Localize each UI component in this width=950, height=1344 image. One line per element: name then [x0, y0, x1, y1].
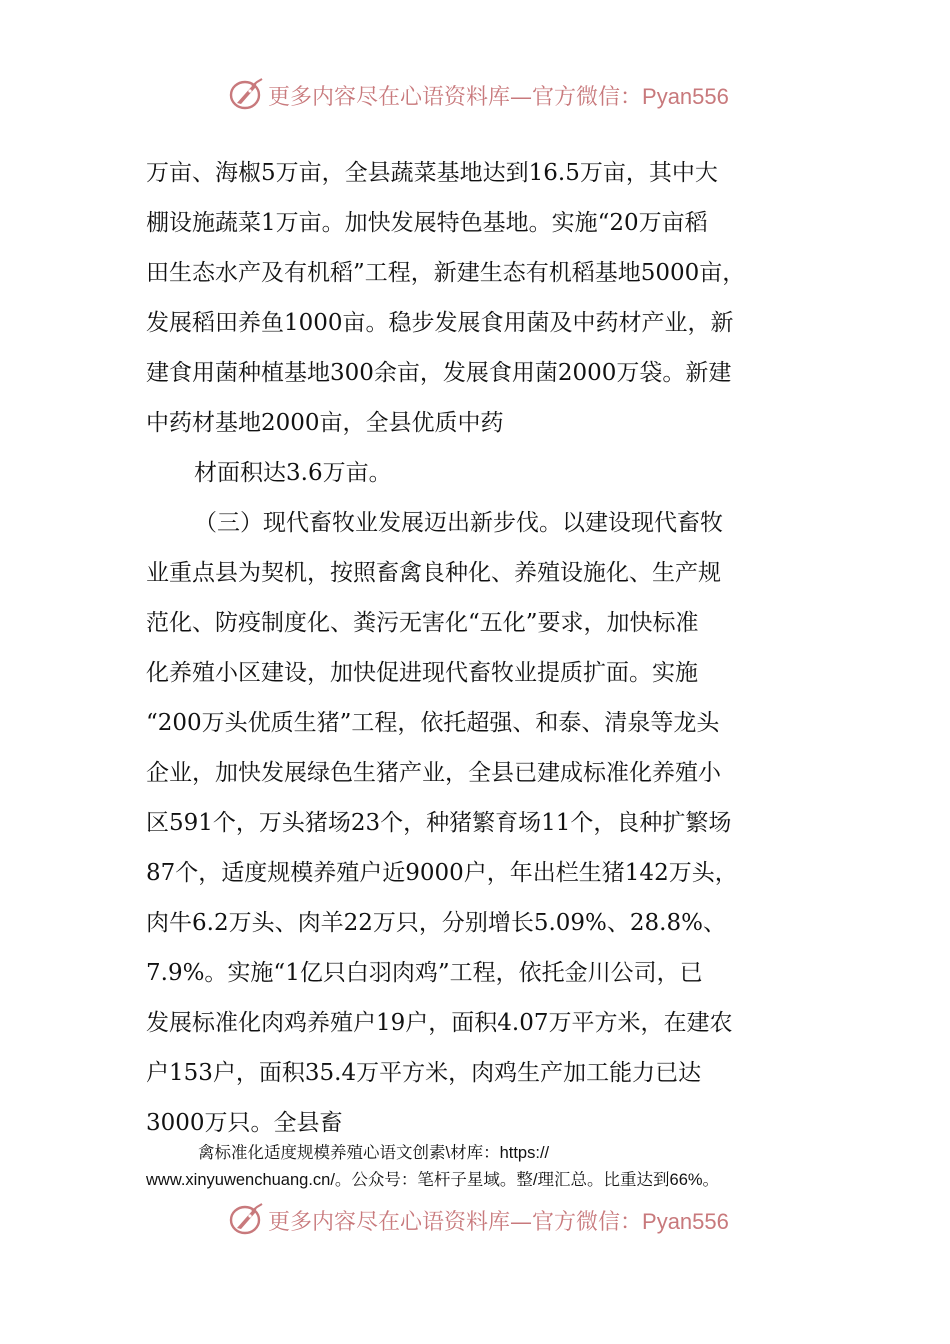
banner-wechat-id: Pyan556 [642, 1209, 729, 1234]
text-line: 万亩、海椒5万亩，全县蔬菜基地达到16.5万亩，其中大 [146, 160, 718, 186]
text-line: 7.9%。实施“1亿只白羽肉鸡”工程，依托金川公司，已 [146, 960, 703, 986]
text-line: 肉牛6.2万头、肉羊22万只，分别增长5.09%、28.8%、 [146, 910, 726, 936]
header-banner [0, 75, 950, 135]
banner-wechat-id: Pyan556 [642, 84, 729, 109]
text-line: 化养殖小区建设，加快促进现代畜牧业提质扩面。实施 [146, 660, 698, 686]
text-line: 田生态水产及有机稻”工程，新建生态有机稻基地5000亩， [146, 260, 746, 286]
pen-nib-circle-icon [228, 77, 266, 111]
footnote [146, 1140, 826, 1194]
text-line: 中药材基地2000亩，全县优质中药 [146, 410, 504, 436]
banner-main-text: 更多内容尽在心语资料库—官方微信： [268, 85, 643, 110]
footnote-line: www.xinyuwenchuang.cn/。公众号：笔杆子星域。整/理汇总。比重达到66%。 [146, 1171, 720, 1189]
text-line: 建食用菌种植基地300余亩，发展食用菌2000万袋。新建 [146, 360, 732, 386]
pen-nib-circle-icon [228, 1202, 266, 1236]
footnote-line: 禽标准化适度规模养殖心语文创素\材库：https:// [198, 1144, 550, 1162]
text-line: 3000万只。全县畜 [146, 1110, 343, 1136]
section-heading-line: （三）现代畜牧业发展迈出新步伐。以建设现代畜牧 [194, 510, 723, 536]
text-line: 棚设施蔬菜1万亩。加快发展特色基地。实施“20万亩稻 [146, 210, 708, 236]
text-line: 企业，加快发展绿色生猪产业，全县已建成标准化养殖小 [146, 760, 721, 786]
banner-main-text: 更多内容尽在心语资料库—官方微信： [268, 1210, 643, 1235]
text-line: 户153户，面积35.4万平方米，肉鸡生产加工能力已达 [146, 1060, 702, 1086]
footer-banner [0, 1200, 950, 1260]
banner-text [268, 83, 729, 111]
text-line: 业重点县为契机，按照畜禽良种化、养殖设施化、生产规 [146, 560, 721, 586]
text-line: 发展标准化肉鸡养殖户19户，面积4.07万平方米，在建农 [146, 1010, 733, 1036]
text-line: 发展稻田养鱼1000亩。稳步发展食用菌及中药材产业，新 [146, 310, 734, 336]
body-text [146, 148, 826, 1148]
text-line: 范化、防疫制度化、粪污无害化“五化”要求，加快标准 [146, 610, 699, 636]
text-line: 材面积达3.6万亩。 [194, 460, 392, 486]
banner-text [268, 1208, 729, 1236]
text-line: 区591个，万头猪场23个，种猪繁育场11个，良种扩繁场 [146, 810, 732, 836]
text-line: 87个，适度规模养殖户近9000户，年出栏生猪142万头， [146, 860, 738, 886]
text-line: “200万头优质生猪”工程，依托超强、和泰、清泉等龙头 [146, 710, 720, 736]
